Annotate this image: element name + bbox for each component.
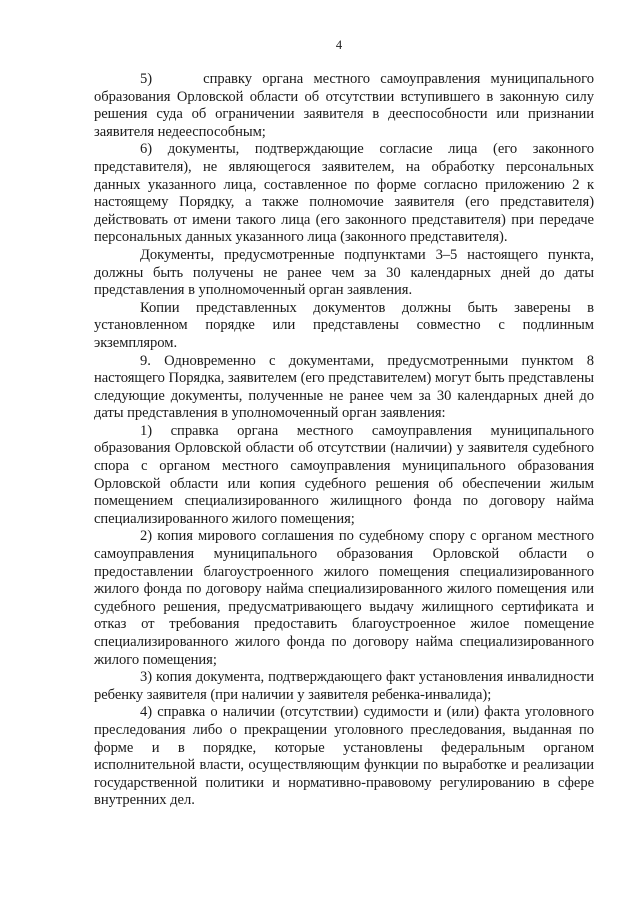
paragraph-copies: Копии представленных документов должны быть заверены в установленном порядке или представлены совместно с подлинным экземпляром.: [94, 299, 594, 351]
paragraph-9-item-3: 3) копия документа, подтверждающего факт установления инвалидности ребенку заявителя (при наличии у заявителя ребенка-инвалида);: [94, 669, 594, 703]
paragraph-9-item-4: 4) справка о наличии (отсутствии) судимости и (или) факта уголовного преследования либо о прекращении уголовного преследования, выданная по форме и в порядке, которые установлены федеральным органом исполнительной власти, осуществляющим функции по выработке и реализации государственной политики и нормативно-правовому регулированию в сфере внутренних дел.: [94, 704, 594, 809]
paragraph-9-item-2: 2) копия мирового соглашения по судебному спору с органом местного самоуправления муниципального образования Орловской области о предоставлении благоустроенного жилого помещения специализированного жилого фонда по договору найма специализированного жилого помещения или судебного решения, предусматривающего выдачу жилищного сертификата и отказ от требования предоставить благоустроенное жилое помещение специализированного жилого фонда по договору найма специализированного жилого помещения;: [94, 528, 594, 668]
page-number: 4: [335, 38, 343, 52]
paragraph-item-5: 5) справку органа местного самоуправления муниципального образования Орловской области об отсутствии вступившего в законную силу решения суда об ограничении заявителя в дееспособности или признании заявителя недееспособным;: [94, 71, 594, 140]
paragraph-documents-term: Документы, предусмотренные подпунктами 3–5 настоящего пункта, должны быть получены не ранее чем за 30 календарных дней до даты представления в уполномоченный орган заявления.: [94, 246, 594, 299]
paragraph-item-6: 6) документы, подтверждающие согласие лица (его законного представителя), не являющегося заявителем, на обработку персональных данных указанного лица, составленное по форме согласно приложению 2 к настоящему Порядку, а также полномочие заявителя (его представителя) действовать от имени такого лица (его законного представителя) при передаче персональных данных указанного лица (законного представителя).: [94, 141, 594, 246]
paragraph-9-item-1: 1) справка органа местного самоуправления муниципального образования Орловской области об отсутствии (наличии) у заявителя судебного спора с органом местного самоуправления муниципального образования Орловской области или копия судебного решения об обеспечении жилым помещением специализированного жилищного фонда по договору найма специализированного жилого помещения;: [94, 422, 594, 527]
paragraph-section-9: 9. Одновременно с документами, предусмотренными пунктом 8 настоящего Порядка, заявителем (его представителем) могут быть представлены следующие документы, полученные не ранее чем за 30 календарных дней до даты представления в уполномоченный орган заявления:: [94, 352, 594, 422]
document-body: [94, 71, 594, 810]
